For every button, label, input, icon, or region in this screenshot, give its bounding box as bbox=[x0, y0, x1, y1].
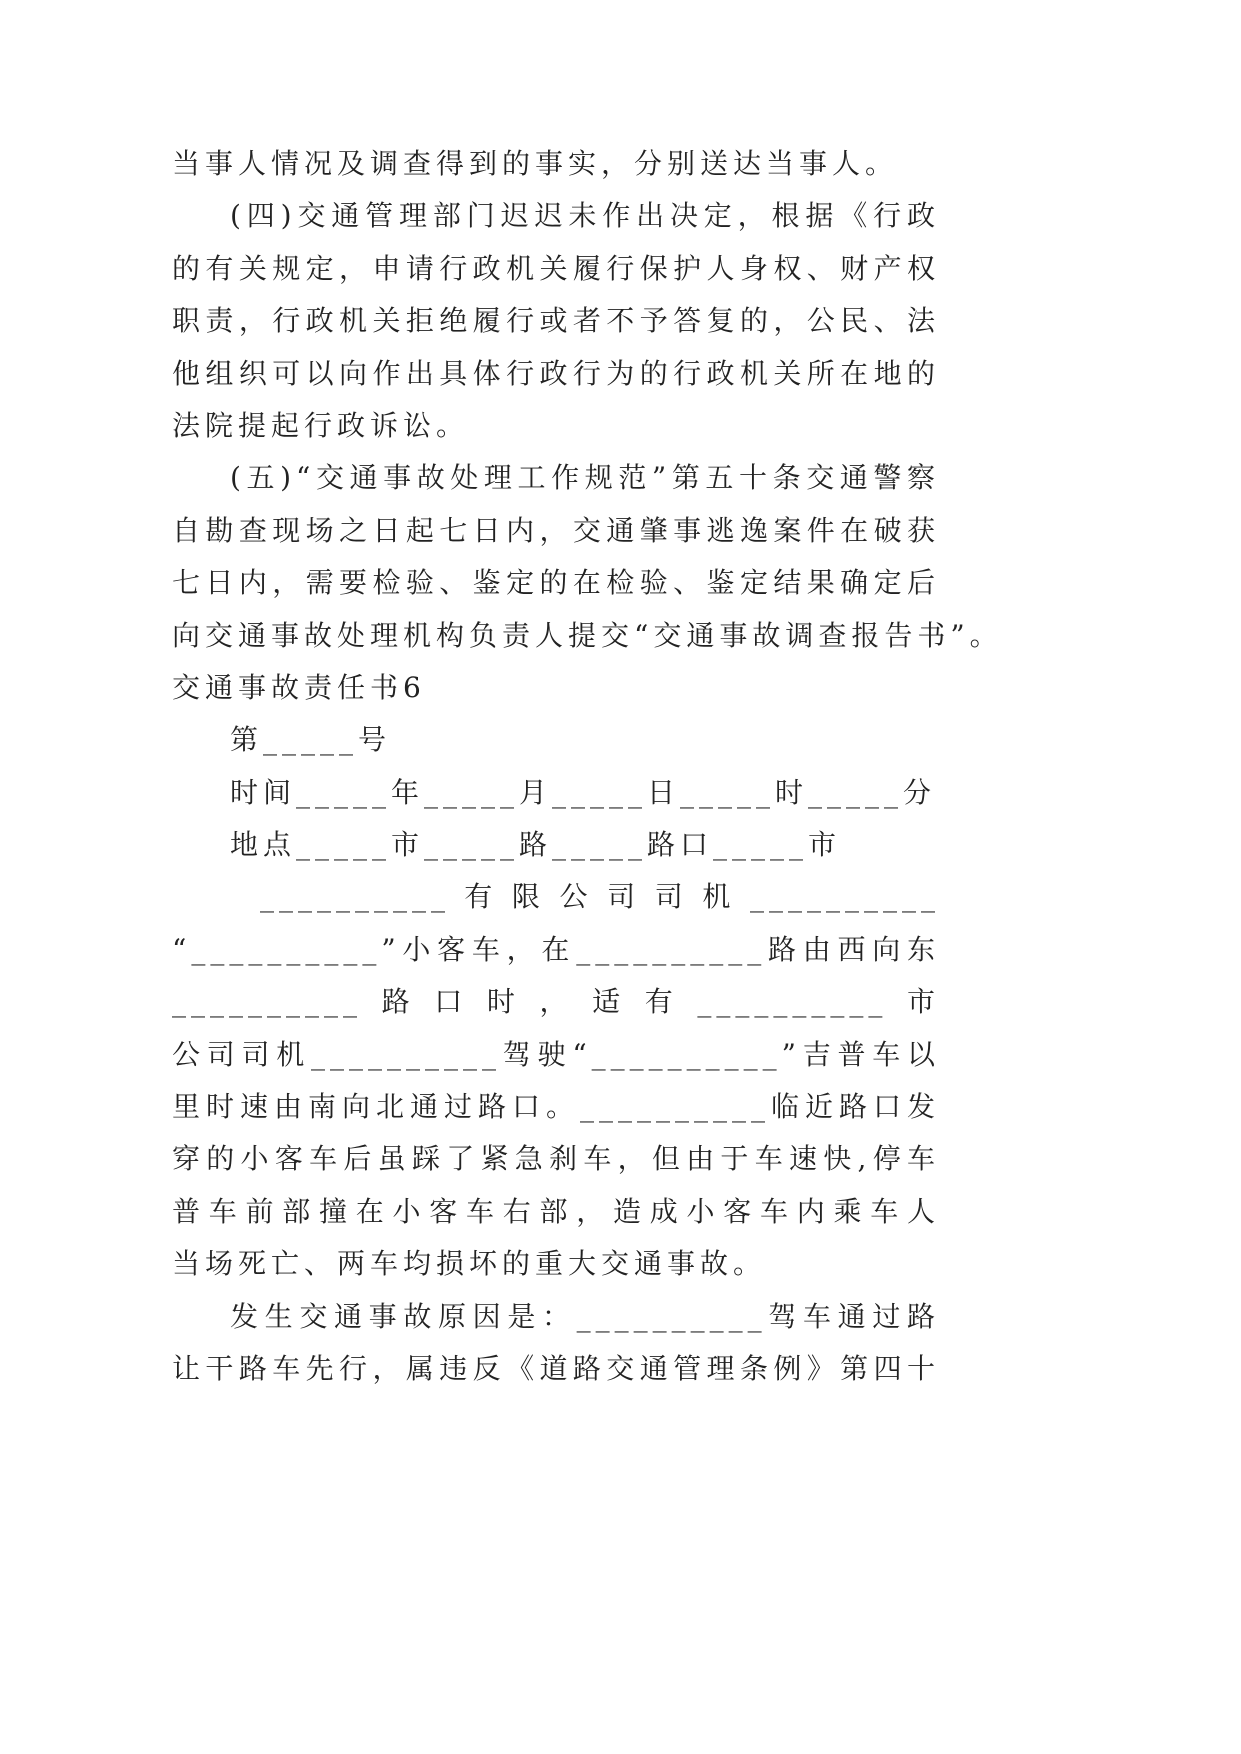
text-line: 穿的小客车后虽踩了紧急刹车，但由于车速快,停车 bbox=[172, 1142, 940, 1176]
text-line: 当事人情况及调查得到的事实，分别送达当事人。 bbox=[172, 147, 899, 180]
text-line: 他组织可以向作出具体行政行为的行政机关所在地的 bbox=[172, 356, 940, 390]
text-line: “__________”小客车，在__________路由西向东 bbox=[172, 932, 940, 966]
text-line: 里时速由南向北通过路口。__________临近路口发 bbox=[172, 1090, 940, 1124]
text-line: 法院提起行政诉讼。 bbox=[172, 408, 470, 442]
text-line: 交通事故责任书6 bbox=[172, 670, 426, 704]
text-line: 地点_____市_____路_____路口_____市 bbox=[230, 828, 842, 862]
text-line: 的有关规定，申请行政机关履行保护人身权、财产权 bbox=[172, 251, 940, 285]
text-line: 第_____号 bbox=[230, 723, 392, 757]
text-line: 职责，行政机关拒绝履行或者不予答复的，公民、法 bbox=[172, 304, 940, 338]
text-line: __________ 有 限 公 司 司 机 __________ bbox=[260, 880, 940, 914]
text-line: __________路口时，适有__________市 bbox=[172, 985, 940, 1019]
text-line: (五)“交通事故处理工作规范”第五十条交通警察 bbox=[230, 461, 940, 495]
document-body bbox=[172, 138, 1003, 1395]
text-line: 时间_____年_____月_____日_____时_____分 bbox=[230, 775, 937, 809]
text-line: 向交通事故处理机构负责人提交“交通事故调查报告书”。 bbox=[172, 618, 1003, 652]
text-line: 让干路车先行，属违反《道路交通管理条例》第四十 bbox=[172, 1351, 940, 1385]
text-line: 公司司机__________驾驶“__________”吉普车以 bbox=[172, 1037, 940, 1071]
text-line: 普车前部撞在小客车右部，造成小客车内乘车人 bbox=[172, 1194, 940, 1228]
text-line: (四)交通管理部门迟迟未作出决定，根据《行政 bbox=[230, 199, 940, 233]
text-line: 自勘查现场之日起七日内，交通肇事逃逸案件在破获 bbox=[172, 513, 940, 547]
text-line: 七日内，需要检验、鉴定的在检验、鉴定结果确定后 bbox=[172, 566, 940, 600]
text-line: 发生交通事故原因是：__________驾车通过路 bbox=[230, 1299, 940, 1333]
text-line: 当场死亡、两车均损坏的重大交通事故。 bbox=[172, 1247, 767, 1281]
